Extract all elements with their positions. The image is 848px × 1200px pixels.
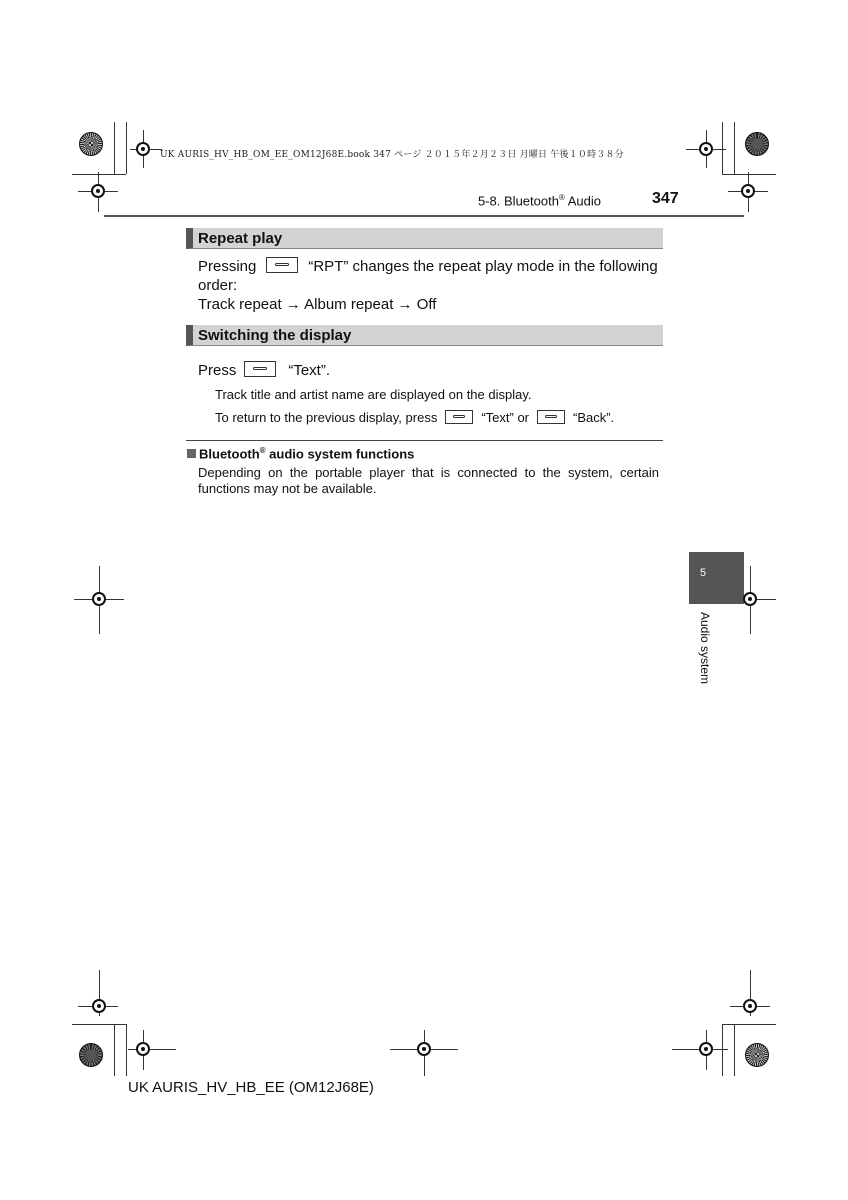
chapter-tab: 5 (689, 552, 744, 604)
press-text-instruction: Press “Text”. (198, 362, 331, 379)
registration-wheel-icon (745, 132, 769, 156)
crosshair-icon (699, 142, 713, 156)
registration-wheel-icon (79, 1043, 103, 1067)
subsection-rule (186, 440, 663, 441)
crosshair-icon (743, 999, 757, 1013)
crosshair-icon (743, 592, 757, 606)
crosshair-icon (136, 1042, 150, 1056)
back-button-icon (537, 410, 565, 424)
rpt-button-icon (266, 257, 298, 273)
functions-text: Depending on the portable player that is connected to the system, certain functions may not be available. (198, 465, 659, 496)
repeat-play-text: Pressing “RPT” changes the repeat play mode in the following order: Track repeat → Album repeat → Off (198, 258, 658, 313)
header-rule (104, 215, 744, 217)
registration-wheel-icon (745, 1043, 769, 1067)
display-note: Track title and artist name are displayed on the display. (215, 387, 532, 402)
crosshair-icon (741, 184, 755, 198)
return-note: To return to the previous display, press “Text” or “Back”. (215, 410, 615, 425)
crosshair-icon (92, 999, 106, 1013)
footer-code: UK AURIS_HV_HB_EE (OM12J68E) (128, 1079, 374, 1096)
print-info-line: UK AURIS_HV_HB_OM_EE_OM12J68E.book 347 ページ ２０１５年２月２３日 月曜日 午後１０時３８分 (160, 150, 624, 160)
chapter-label: Audio system (698, 612, 712, 685)
crosshair-icon (92, 592, 106, 606)
heading-switching-display: Switching the display (186, 325, 663, 346)
page-number: 347 (652, 190, 679, 207)
crosshair-icon (91, 184, 105, 198)
crosshair-icon (699, 1042, 713, 1056)
text-button-icon (244, 361, 276, 377)
section-reference: 5-8. Bluetooth® Audio (478, 193, 602, 209)
text-button-icon (445, 410, 473, 424)
registration-wheel-icon (79, 132, 103, 156)
functions-title: Bluetooth® audio system functions (187, 446, 414, 461)
crosshair-icon (417, 1042, 431, 1056)
crosshair-icon (136, 142, 150, 156)
heading-repeat-play: Repeat play (186, 228, 663, 249)
square-bullet-icon (187, 449, 196, 458)
